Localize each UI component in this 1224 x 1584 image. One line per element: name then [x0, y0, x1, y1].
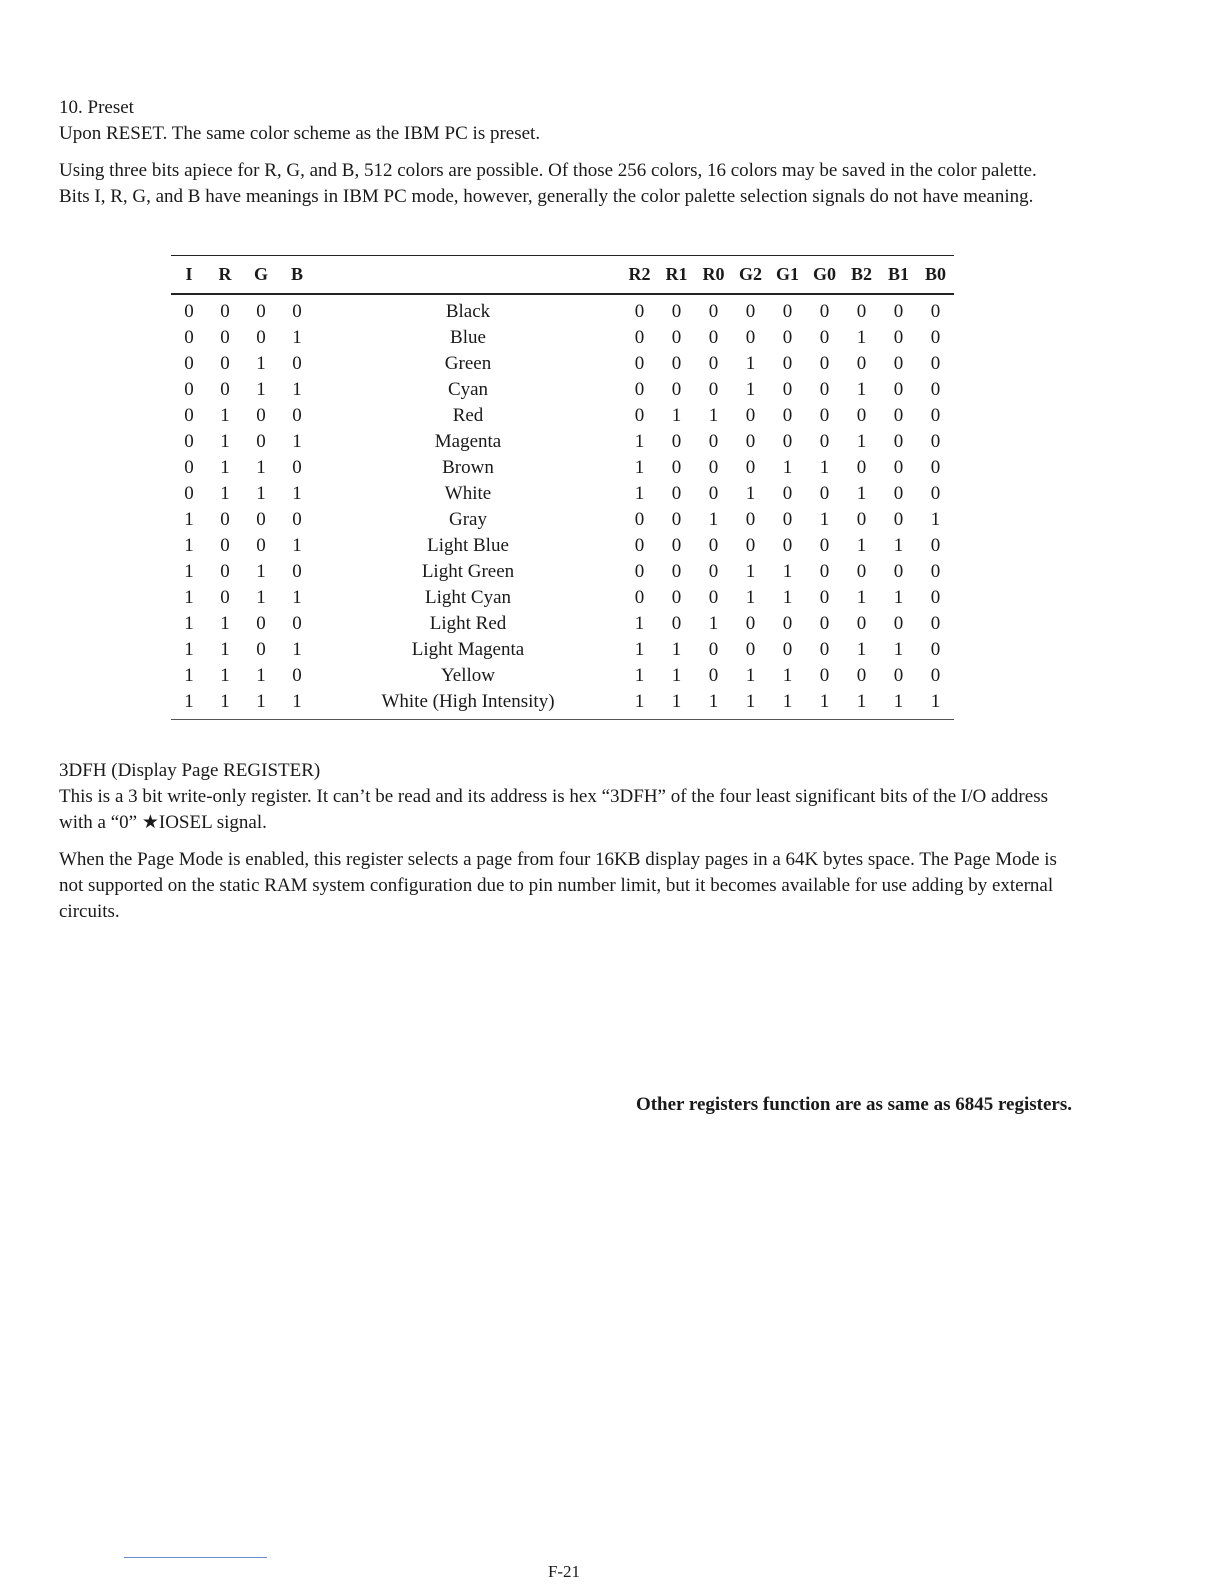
cell-r1: 1 [671, 638, 682, 660]
cell-b2: 1 [856, 690, 867, 712]
cell-g0: 0 [819, 560, 830, 582]
cell-g2: 1 [745, 690, 756, 712]
cell-r2: 1 [634, 612, 645, 634]
cell-b: 1 [292, 690, 302, 712]
cell-r2: 1 [634, 430, 645, 452]
cell-g1: 0 [782, 612, 793, 634]
cell-r2: 1 [634, 456, 645, 478]
cell-r: 0 [220, 586, 230, 608]
display-page-mode-paragraph: When the Page Mode is enabled, this register selects a page from four 16KB display pages in a 64K bytes space. The Page Mode is not supported on the static RAM system configuration due to pin number limit, but it becomes available for use adding by external circuits. [59, 849, 1057, 922]
cell-r1: 0 [671, 378, 682, 400]
cell-r0: 0 [708, 378, 719, 400]
cell-b1: 1 [893, 690, 904, 712]
cell-b: 1 [292, 482, 302, 504]
table-row [171, 294, 954, 325]
cell-r2: 0 [634, 586, 645, 608]
cell-b0: 0 [930, 612, 941, 634]
cell-g0: 1 [819, 456, 830, 478]
table-row [171, 403, 954, 429]
cell-i: 1 [184, 612, 194, 634]
cell-r2: 0 [634, 560, 645, 582]
cell-g: 0 [256, 534, 266, 556]
cell-r0: 0 [708, 456, 719, 478]
cell-r1: 1 [671, 404, 682, 426]
cell-r0: 1 [708, 404, 719, 426]
cell-i: 0 [184, 404, 194, 426]
cell-color-name: Green [444, 352, 492, 374]
cell-b2: 1 [856, 638, 867, 660]
cell-r0: 1 [708, 508, 719, 530]
cell-i: 0 [184, 300, 194, 322]
cell-r: 0 [220, 352, 230, 374]
cell-g2: 1 [745, 586, 756, 608]
cell-g2: 1 [745, 352, 756, 374]
cell-b0: 1 [930, 508, 941, 530]
cell-g: 1 [256, 482, 266, 504]
cell-g: 1 [256, 352, 266, 374]
cell-r0: 0 [708, 430, 719, 452]
cell-g1: 0 [782, 482, 793, 504]
cell-r0: 1 [708, 612, 719, 634]
preset-palette-paragraph: Using three bits apiece for R, G, and B, 512 colors are possible. Of those 256 colors, 16 colors may be saved in the color palette. Bits I, R, G, and B have meanings in IBM PC mode, however, generally the color palette selection signals do not have meaning. [59, 160, 1037, 207]
table-row [171, 689, 954, 720]
cell-g1: 1 [782, 456, 793, 478]
cell-g2: 1 [745, 482, 756, 504]
cell-color-name: Gray [449, 508, 487, 530]
cell-i: 0 [184, 430, 194, 452]
cell-r: 0 [220, 300, 230, 322]
cell-g0: 0 [819, 300, 830, 322]
cell-color-name: Light Green [421, 560, 515, 582]
cell-r0: 0 [708, 300, 719, 322]
cell-b: 0 [292, 560, 302, 582]
cell-g1: 0 [782, 534, 793, 556]
cell-r0: 0 [708, 352, 719, 374]
cell-g: 0 [256, 430, 266, 452]
cell-g2: 0 [745, 404, 756, 426]
cell-r0: 1 [708, 690, 719, 712]
cell-r: 0 [220, 378, 230, 400]
cell-r0: 0 [708, 326, 719, 348]
cell-g: 1 [256, 664, 266, 686]
cell-g0: 0 [819, 430, 830, 452]
cell-b: 1 [292, 430, 302, 452]
header-b0: B0 [924, 264, 946, 285]
cell-b2: 0 [856, 404, 867, 426]
table-row [171, 611, 954, 637]
table-row [171, 455, 954, 481]
table-header-row [171, 256, 954, 294]
display-page-section [59, 758, 1069, 925]
cell-g2: 0 [745, 326, 756, 348]
table-row [171, 481, 954, 507]
cell-b0: 0 [930, 430, 941, 452]
cell-color-name: Blue [450, 326, 486, 348]
cell-g2: 0 [745, 638, 756, 660]
cell-b2: 1 [856, 378, 867, 400]
cell-b1: 1 [893, 638, 904, 660]
cell-b1: 0 [893, 456, 904, 478]
header-b2: B2 [850, 264, 872, 285]
cell-b1: 0 [893, 300, 904, 322]
cell-r2: 0 [634, 326, 645, 348]
table-row [171, 533, 954, 559]
cell-r2: 0 [634, 352, 645, 374]
cell-b0: 0 [930, 560, 941, 582]
cell-b0: 0 [930, 456, 941, 478]
cell-r2: 0 [634, 508, 645, 530]
cell-g: 1 [256, 456, 266, 478]
cell-g1: 1 [782, 586, 793, 608]
cell-r1: 0 [671, 482, 682, 504]
cell-color-name: Light Blue [427, 534, 509, 556]
cell-r1: 0 [671, 456, 682, 478]
cell-r0: 0 [708, 534, 719, 556]
cell-b0: 0 [930, 326, 941, 348]
cell-b1: 0 [893, 378, 904, 400]
cell-b1: 0 [893, 404, 904, 426]
cell-b0: 0 [930, 482, 941, 504]
cell-g: 0 [256, 326, 266, 348]
cell-g0: 1 [819, 690, 830, 712]
cell-b: 0 [292, 300, 302, 322]
header-b1: B1 [887, 264, 909, 285]
cell-g2: 1 [745, 560, 756, 582]
cell-r2: 1 [634, 482, 645, 504]
cell-g: 0 [256, 638, 266, 660]
cell-r2: 0 [634, 378, 645, 400]
closing-note: Other registers function are as same as 6845 registers. [635, 1094, 1072, 1115]
cell-b2: 0 [856, 664, 867, 686]
cell-b2: 1 [856, 482, 867, 504]
cell-r1: 0 [671, 508, 682, 530]
header-b: B [290, 264, 303, 285]
cell-b0: 1 [930, 690, 941, 712]
table-row [171, 559, 954, 585]
cell-r0: 0 [708, 586, 719, 608]
cell-b0: 0 [930, 378, 941, 400]
cell-i: 1 [184, 508, 194, 530]
cell-b: 1 [292, 378, 302, 400]
cell-r: 0 [220, 534, 230, 556]
preset-heading: 10. Preset [59, 97, 134, 118]
cell-r1: 0 [671, 612, 682, 634]
cell-g2: 0 [745, 456, 756, 478]
cell-g1: 1 [782, 690, 793, 712]
cell-g: 1 [256, 560, 266, 582]
cell-r: 1 [220, 612, 230, 634]
cell-b2: 1 [856, 430, 867, 452]
cell-g: 1 [256, 690, 266, 712]
cell-r: 0 [220, 508, 230, 530]
cell-b1: 1 [893, 586, 904, 608]
cell-r1: 0 [671, 352, 682, 374]
cell-b: 1 [292, 534, 302, 556]
cell-b: 0 [292, 508, 302, 530]
cell-r0: 0 [708, 482, 719, 504]
cell-g0: 0 [819, 404, 830, 426]
color-table-body [171, 294, 954, 720]
cell-r2: 0 [634, 404, 645, 426]
cell-r: 1 [220, 456, 230, 478]
cell-i: 1 [184, 664, 194, 686]
cell-g0: 0 [819, 352, 830, 374]
cell-g0: 0 [819, 482, 830, 504]
cell-r1: 0 [671, 430, 682, 452]
cell-b2: 0 [856, 300, 867, 322]
display-page-description: This is a 3 bit write-only register. It can’t be read and its address is hex “3DFH” of the four least significant bits of the I/O address with a “0” ★IOSEL signal. [59, 786, 1048, 833]
cell-g2: 0 [745, 612, 756, 634]
cell-i: 0 [184, 326, 194, 348]
cell-g: 0 [256, 300, 266, 322]
cell-color-name: Black [445, 300, 491, 322]
cell-g1: 1 [782, 560, 793, 582]
header-g: G [253, 264, 268, 285]
cell-g2: 0 [745, 508, 756, 530]
cell-g1: 0 [782, 378, 793, 400]
cell-b0: 0 [930, 638, 941, 660]
cell-g: 0 [256, 404, 266, 426]
cell-b1: 0 [893, 326, 904, 348]
cell-r: 0 [220, 560, 230, 582]
cell-b: 0 [292, 352, 302, 374]
cell-b0: 0 [930, 352, 941, 374]
cell-g0: 0 [819, 612, 830, 634]
cell-r: 0 [220, 326, 230, 348]
cell-g1: 0 [782, 508, 793, 530]
cell-color-name: White [444, 482, 492, 504]
cell-g0: 0 [819, 638, 830, 660]
header-r2: R2 [628, 264, 651, 285]
cell-g1: 0 [782, 300, 793, 322]
page-number: F-21 [547, 1562, 581, 1581]
cell-g1: 0 [782, 404, 793, 426]
cell-g: 1 [256, 586, 266, 608]
cell-r2: 0 [634, 300, 645, 322]
cell-i: 0 [184, 378, 194, 400]
cell-b1: 0 [893, 482, 904, 504]
cell-r1: 0 [671, 534, 682, 556]
cell-g2: 1 [745, 664, 756, 686]
preset-reset-line: Upon RESET. The same color scheme as the IBM PC is preset. [59, 123, 541, 144]
cell-b1: 0 [893, 664, 904, 686]
cell-g1: 0 [782, 352, 793, 374]
cell-color-name: Magenta [434, 430, 502, 452]
cell-i: 1 [184, 690, 194, 712]
cell-r0: 0 [708, 664, 719, 686]
cell-g0: 0 [819, 326, 830, 348]
cell-b1: 0 [893, 560, 904, 582]
cell-color-name: White (High Intensity) [381, 690, 555, 712]
color-palette-table [171, 255, 954, 720]
cell-color-name: Cyan [447, 378, 489, 400]
cell-r0: 0 [708, 560, 719, 582]
cell-r: 1 [220, 404, 230, 426]
cell-b: 1 [292, 586, 302, 608]
cell-r1: 0 [671, 560, 682, 582]
cell-b1: 0 [893, 430, 904, 452]
cell-b2: 0 [856, 508, 867, 530]
cell-color-name: Red [452, 404, 484, 426]
cell-b2: 1 [856, 534, 867, 556]
cell-g1: 0 [782, 638, 793, 660]
preset-section [59, 95, 1069, 210]
cell-i: 1 [184, 638, 194, 660]
cell-b: 0 [292, 612, 302, 634]
footer-rule [124, 1557, 267, 1558]
table-row [171, 663, 954, 689]
cell-r2: 1 [634, 638, 645, 660]
cell-r0: 0 [708, 638, 719, 660]
cell-g1: 1 [782, 664, 793, 686]
cell-g0: 0 [819, 534, 830, 556]
cell-r: 1 [220, 482, 230, 504]
cell-b0: 0 [930, 534, 941, 556]
cell-r2: 0 [634, 534, 645, 556]
cell-color-name: Light Magenta [411, 638, 525, 660]
cell-i: 0 [184, 456, 194, 478]
header-g2: G2 [738, 264, 762, 285]
cell-b: 1 [292, 326, 302, 348]
cell-color-name: Light Red [429, 612, 507, 634]
cell-b2: 0 [856, 612, 867, 634]
cell-r: 1 [220, 664, 230, 686]
cell-i: 1 [184, 534, 194, 556]
cell-b2: 0 [856, 352, 867, 374]
header-r1: R1 [665, 264, 688, 285]
table-row [171, 351, 954, 377]
cell-g2: 1 [745, 378, 756, 400]
cell-b0: 0 [930, 404, 941, 426]
cell-g0: 0 [819, 378, 830, 400]
display-page-heading: 3DFH (Display Page REGISTER) [59, 760, 321, 781]
cell-g: 0 [256, 612, 266, 634]
cell-r1: 1 [671, 664, 682, 686]
cell-r2: 1 [634, 664, 645, 686]
cell-g2: 0 [745, 534, 756, 556]
cell-b0: 0 [930, 300, 941, 322]
cell-i: 1 [184, 586, 194, 608]
header-g1: G1 [775, 264, 799, 285]
cell-b2: 0 [856, 560, 867, 582]
cell-b1: 0 [893, 508, 904, 530]
header-r: R [218, 264, 232, 285]
header-r0: R0 [702, 264, 725, 285]
table-row [171, 637, 954, 663]
cell-color-name: Brown [442, 456, 494, 478]
cell-g: 0 [256, 508, 266, 530]
cell-g0: 0 [819, 664, 830, 686]
cell-r: 1 [220, 430, 230, 452]
cell-r: 1 [220, 690, 230, 712]
cell-g0: 0 [819, 586, 830, 608]
table-row [171, 429, 954, 455]
cell-b: 0 [292, 456, 302, 478]
cell-i: 1 [184, 560, 194, 582]
table-row [171, 507, 954, 533]
cell-b2: 1 [856, 586, 867, 608]
cell-b1: 0 [893, 612, 904, 634]
cell-b1: 1 [893, 534, 904, 556]
cell-b: 0 [292, 404, 302, 426]
cell-r2: 1 [634, 690, 645, 712]
cell-b2: 0 [856, 456, 867, 478]
cell-b: 1 [292, 638, 302, 660]
cell-r1: 1 [671, 690, 682, 712]
cell-g2: 0 [745, 430, 756, 452]
cell-color-name: Light Cyan [424, 586, 512, 608]
cell-r1: 0 [671, 300, 682, 322]
table-row [171, 377, 954, 403]
header-color-name [315, 256, 621, 294]
cell-r: 1 [220, 638, 230, 660]
cell-b0: 0 [930, 664, 941, 686]
header-g0: G0 [812, 264, 836, 285]
table-row [171, 585, 954, 611]
table-row [171, 325, 954, 351]
cell-g1: 0 [782, 430, 793, 452]
cell-b: 0 [292, 664, 302, 686]
cell-b2: 1 [856, 326, 867, 348]
cell-i: 0 [184, 352, 194, 374]
cell-g2: 0 [745, 300, 756, 322]
cell-g1: 0 [782, 326, 793, 348]
cell-g0: 1 [819, 508, 830, 530]
cell-g: 1 [256, 378, 266, 400]
header-i: I [185, 264, 193, 285]
cell-color-name: Yellow [440, 664, 496, 686]
cell-b1: 0 [893, 352, 904, 374]
cell-i: 0 [184, 482, 194, 504]
cell-r1: 0 [671, 586, 682, 608]
cell-r1: 0 [671, 326, 682, 348]
cell-b0: 0 [930, 586, 941, 608]
